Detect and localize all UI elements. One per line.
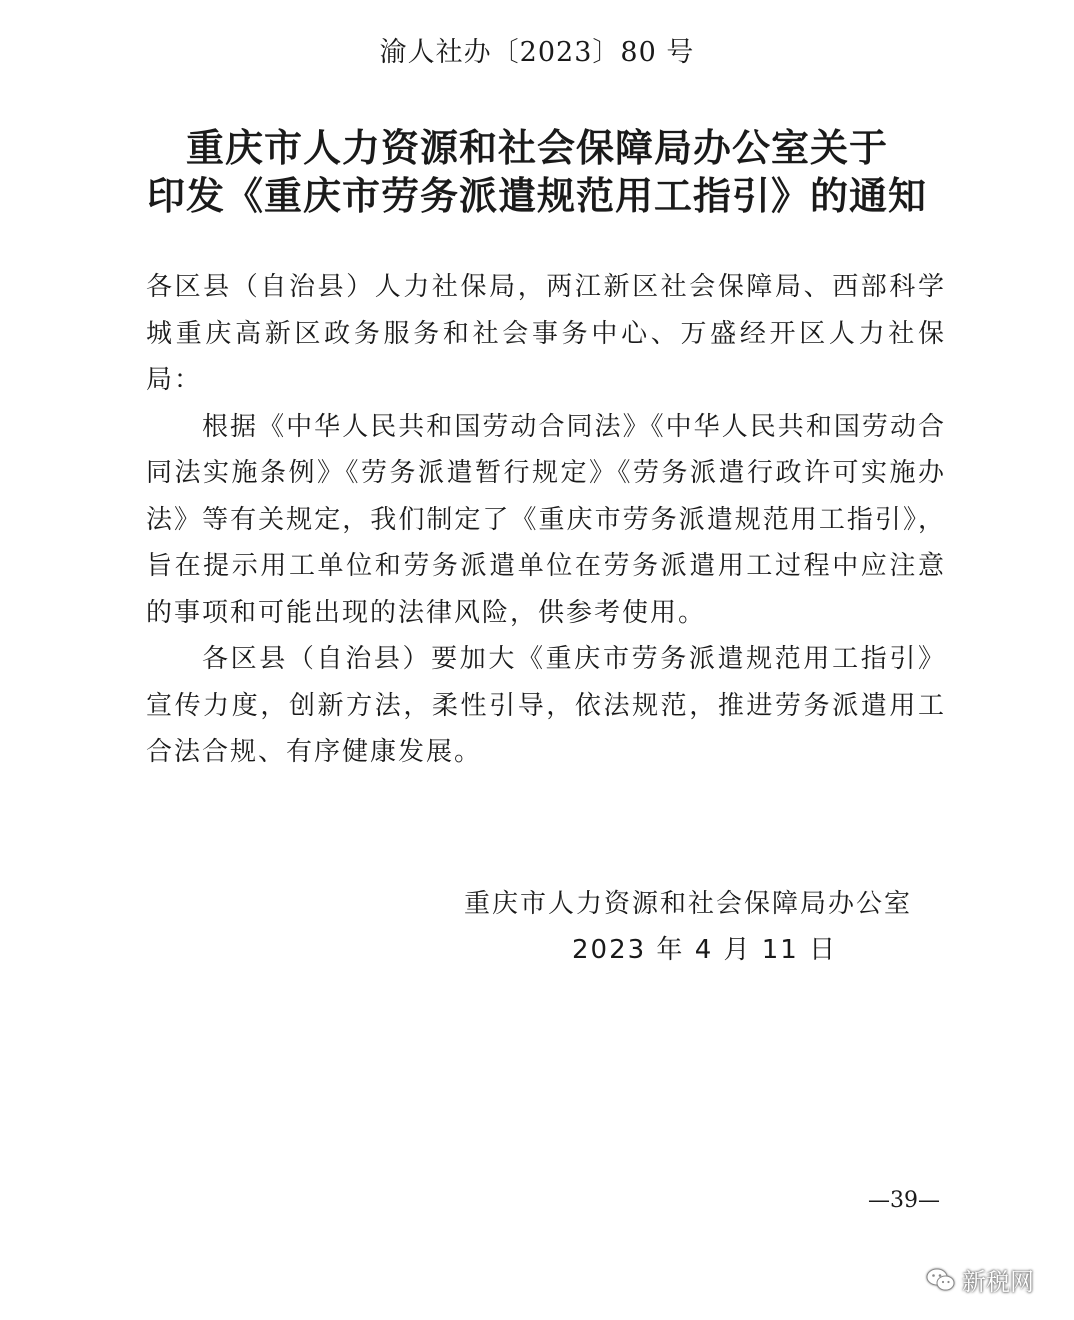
title-line-1: 重庆市人力资源和社会保障局办公室关于 — [185, 126, 888, 170]
page-number: —39— — [868, 1188, 940, 1213]
document-body — [146, 264, 946, 776]
watermark — [926, 1262, 1034, 1297]
issuer-signature: 重庆市人力资源和社会保障局办公室 — [464, 889, 913, 919]
document-title — [0, 124, 1074, 220]
body-paragraph-2: 各区县（自治县）要加大《重庆市劳务派遣规范用工指引》宣传力度，创新方法，柔性引导，依法规范，推进劳务派遣用工合法合规、有序健康发展。 — [146, 644, 946, 767]
issue-date: 2023 年 4 月 11 日 — [572, 935, 838, 965]
body-paragraph-1: 根据《中华人民共和国劳动合同法》《中华人民共和国劳动合同法实施条例》《劳务派遣暂行规定》《劳务派遣行政许可实施办法》等有关规定，我们制定了《重庆市劳务派遣规范用工指引》，旨在提示用工单位和劳务派遣单位在劳务派遣用工过程中应注意的事项和可能出现的法律风险，供参考使用。 — [146, 411, 946, 628]
wechat-icon — [926, 1267, 956, 1293]
watermark-text: 新税网 — [962, 1268, 1034, 1296]
addressee-paragraph: 各区县（自治县）人力社保局，两江新区社会保障局、西部科学城重庆高新区政务服务和社会事务中心、万盛经开区人力社保局： — [146, 272, 946, 395]
title-line-2: 印发《重庆市劳务派遣规范用工指引》的通知 — [146, 174, 927, 218]
document-number: 渝人社办〔2023〕80 号 — [379, 37, 695, 68]
